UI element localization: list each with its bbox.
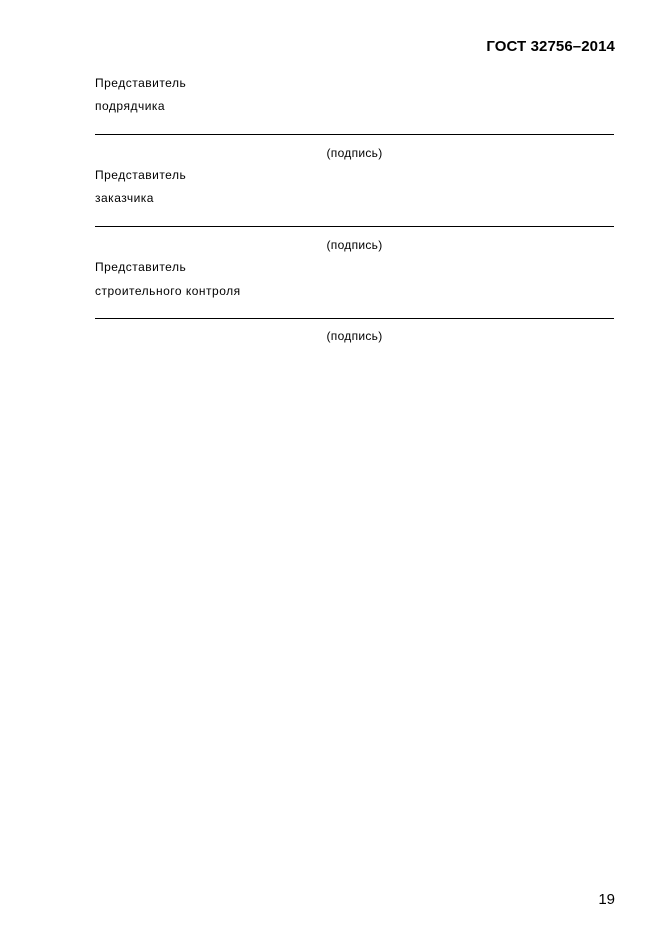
contractor-role-line1: Представитель <box>95 76 187 90</box>
document-code: ГОСТ 32756–2014 <box>486 38 615 55</box>
control-role-line2: строительного контроля <box>95 284 241 298</box>
customer-role-line2: заказчика <box>95 191 154 205</box>
control-role-line1: Представитель <box>95 260 187 274</box>
contractor-role-line2: подрядчика <box>95 99 166 113</box>
control-signature-caption: (подпись) <box>326 329 383 343</box>
control-signature-line <box>95 318 614 319</box>
customer-signature-line <box>95 226 614 227</box>
customer-role-line1: Представитель <box>95 168 187 182</box>
contractor-signature-line <box>95 134 614 135</box>
contractor-signature-caption: (подпись) <box>326 146 383 160</box>
page-number: 19 <box>598 891 615 908</box>
customer-signature-caption: (подпись) <box>326 238 383 252</box>
